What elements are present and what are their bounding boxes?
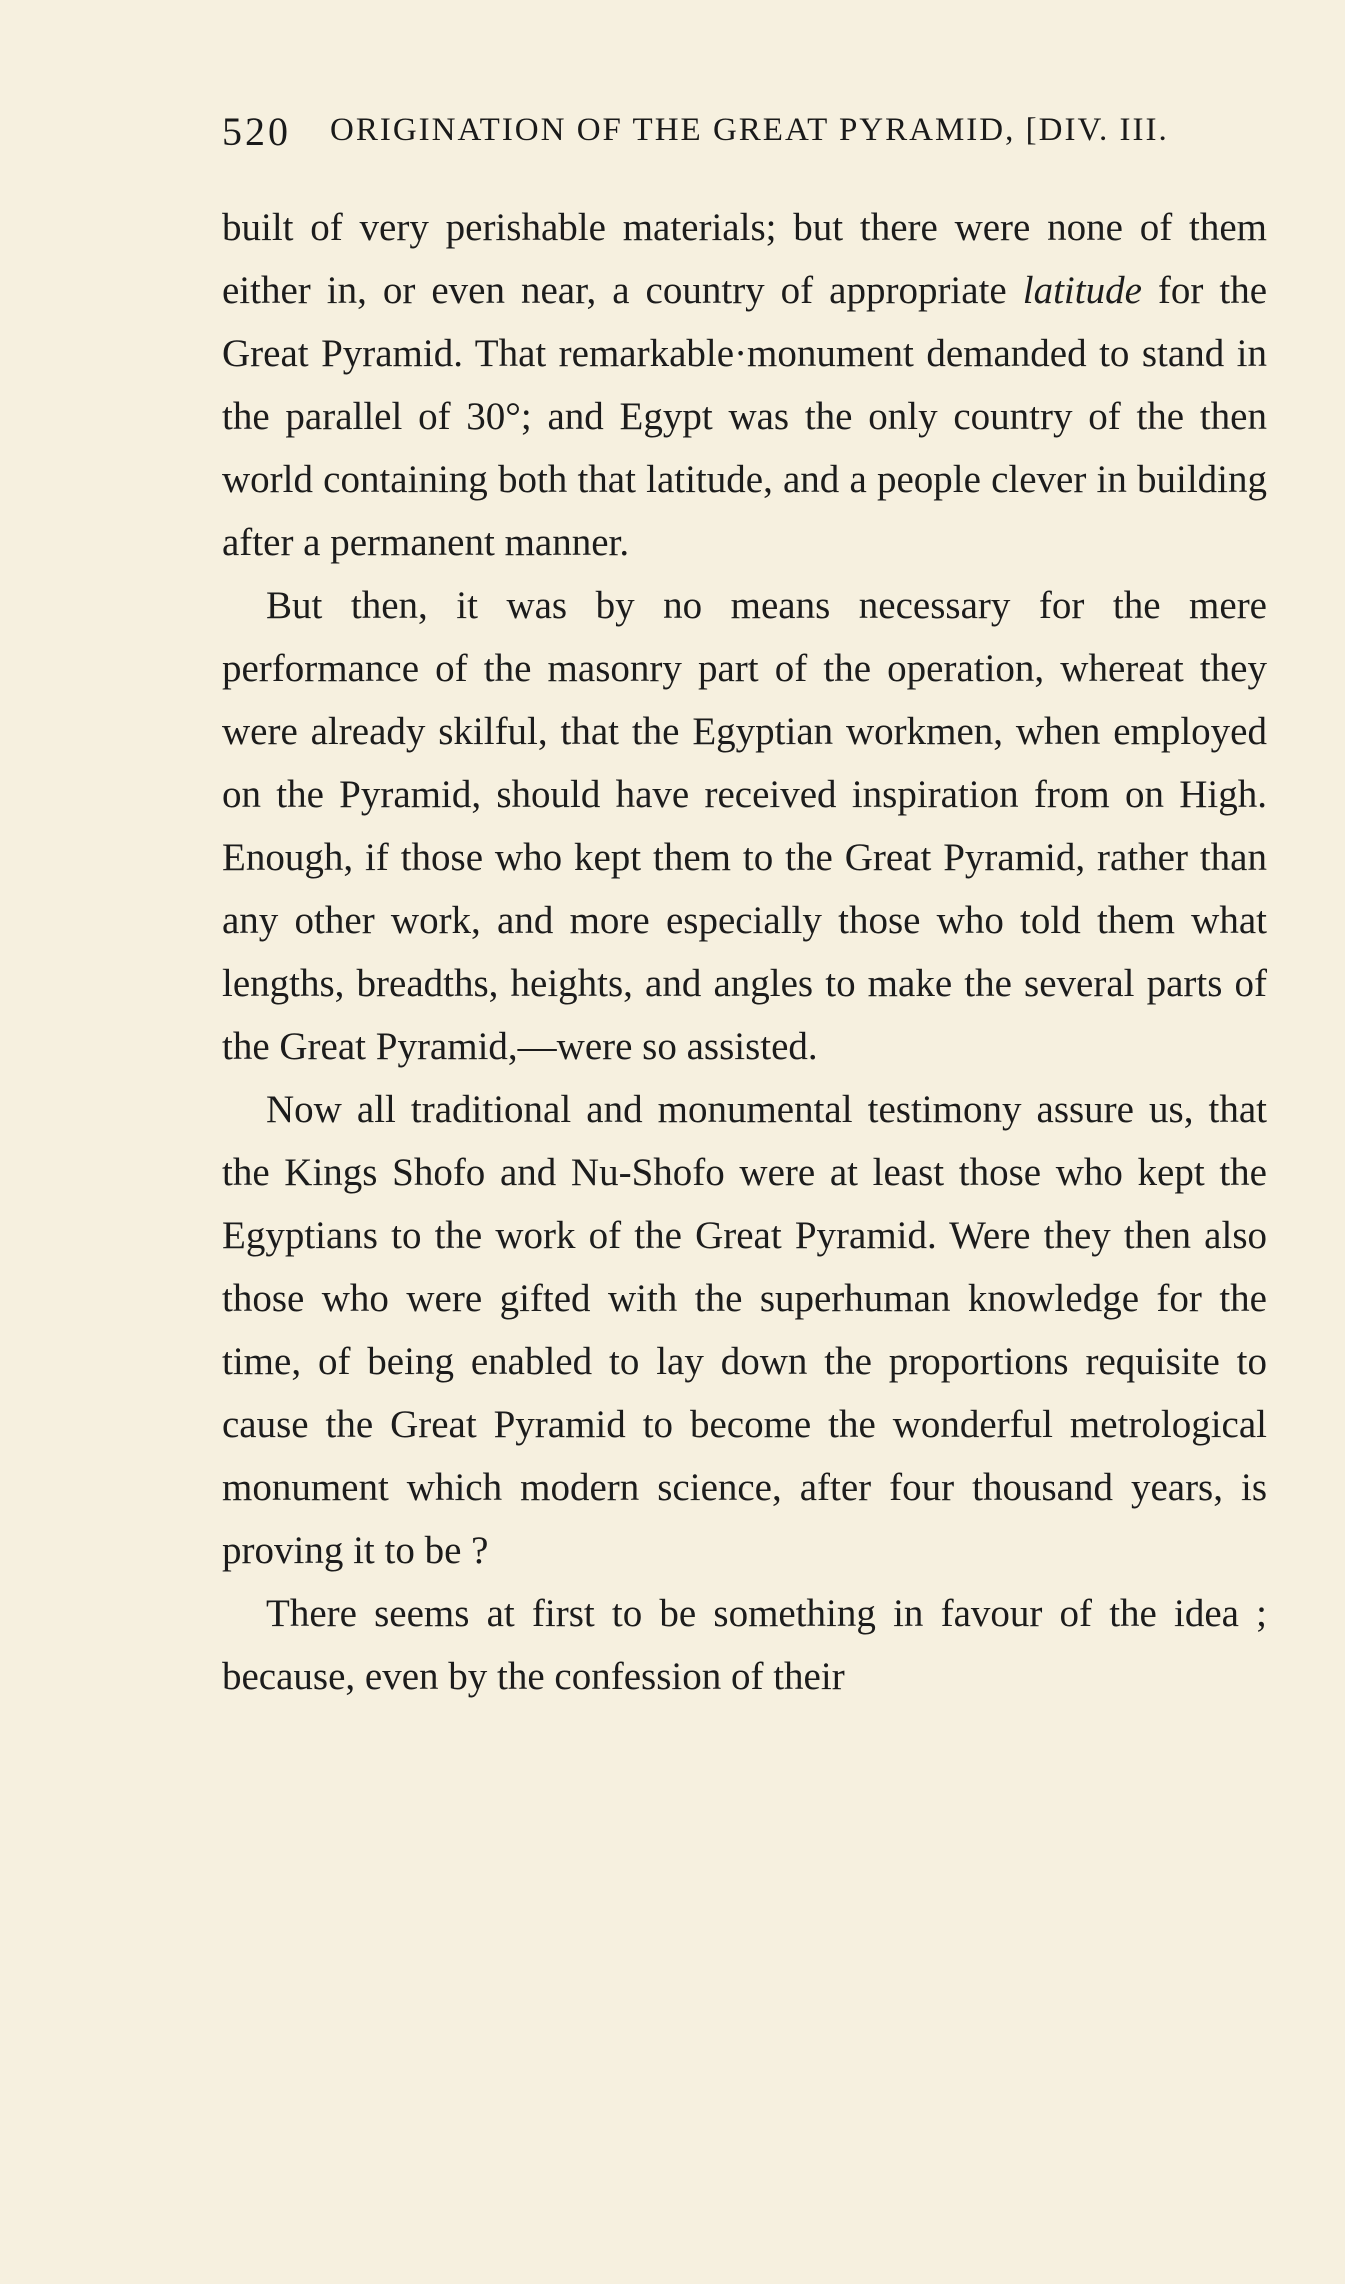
- paragraph-1-part-b: for the Great Pyramid. That remarkable·monument demanded to stand in the parallel of 30°; and Egypt was the only country of the then world containing both that latitude, and a people clever in building after a permanent manner.: [222, 269, 1267, 564]
- body-text: [222, 196, 1267, 1708]
- page-header: [222, 108, 1282, 172]
- italic-latitude: latitude: [1022, 269, 1142, 312]
- paragraph-2: But then, it was by no means necessary for the mere performance of the masonry part of the operation, whereat they were already skilful, that the Egyptian workmen, when employed on the Pyramid, should have received inspiration from on High. Enough, if those who kept them to the Great Pyramid, rather than any other work, and more especially those who told them what lengths, breadths, heights, and angles to make the several parts of the Great Pyramid,—were so assisted.: [222, 584, 1267, 1068]
- running-head: ORIGINATION OF THE GREAT PYRAMID, [DIV. III.: [330, 112, 1169, 148]
- page-number: 520: [222, 109, 291, 154]
- paragraph-4: There seems at first to be something in favour of the idea ; because, even by the confession of their: [222, 1592, 1267, 1698]
- paragraph-1: [222, 196, 1267, 574]
- paragraph-1-part-a: built of very perishable materials; but there were none of them either in, or even near, a country of appropriate: [222, 206, 1267, 312]
- paragraph-3: Now all traditional and monumental testimony assure us, that the Kings Shofo and Nu-Shofo were at least those who kept the Egyptians to the work of the Great Pyramid. Were they then also those who were gifted with the superhuman knowledge for the time, of being enabled to lay down the proportions requisite to cause the Great Pyramid to become the wonderful metrological monument which modern science, after four thousand years, is proving it to be ?: [222, 1088, 1267, 1572]
